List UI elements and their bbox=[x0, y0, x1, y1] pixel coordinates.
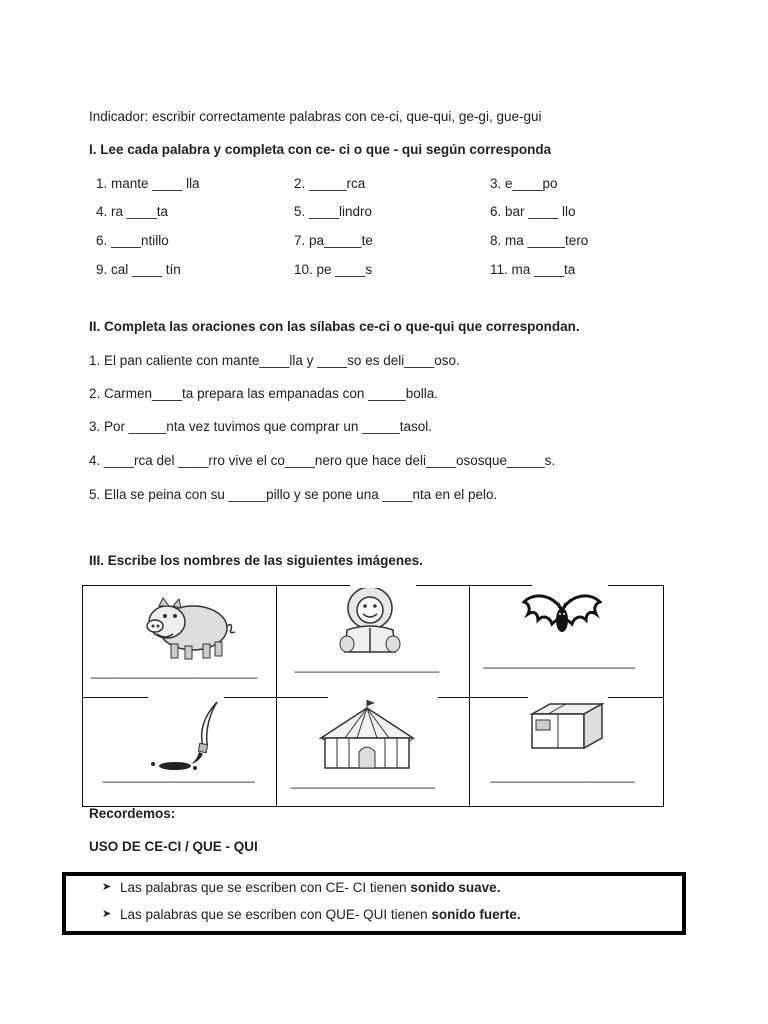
exercise-item: 4. ra ____ta bbox=[96, 204, 169, 219]
answer-blank: ____________________ bbox=[290, 774, 436, 789]
rules-box bbox=[62, 872, 686, 935]
border-gap bbox=[148, 694, 224, 700]
exercise-item: 2. _____rca bbox=[294, 176, 366, 191]
exercise-item: 6. ____ntillo bbox=[96, 233, 169, 248]
section3-title: III. Escribe los nombres de las siguientes imágenes. bbox=[89, 553, 423, 568]
section1-title: I. Lee cada palabra y completa con ce- ci o que - qui según corresponda bbox=[89, 142, 552, 157]
exercise-item: 10. pe ____s bbox=[294, 262, 373, 277]
sentence-item: 3. Por _____nta vez tuvimos que comprar un _____tasol. bbox=[89, 419, 432, 434]
reminder-subheading: USO DE CE-CI / QUE - QUI bbox=[89, 839, 258, 854]
arrow-bullet-icon: ➤ bbox=[102, 908, 112, 920]
grid-cell bbox=[83, 698, 277, 807]
grid-cell bbox=[276, 698, 470, 807]
sentence-item: 4. ____rca del ____rro vive el co____nero que hace deli____ososque_____s. bbox=[89, 453, 556, 468]
rule-item bbox=[102, 880, 501, 895]
answer-blank: ____________________ bbox=[294, 658, 440, 673]
grid-cell bbox=[276, 586, 470, 698]
exercise-item: 9. cal ____ tín bbox=[96, 262, 181, 277]
border-gap bbox=[328, 694, 438, 700]
rule-item bbox=[102, 907, 521, 922]
grid-cell bbox=[470, 698, 664, 807]
arrow-bullet-icon: ➤ bbox=[102, 881, 112, 893]
rule-text: Las palabras que se escriben con QUE- QUI tienen bbox=[120, 907, 432, 922]
reminder-heading: Recordemos: bbox=[89, 806, 176, 821]
rule-emphasis: sonido suave. bbox=[410, 880, 501, 895]
box-icon bbox=[526, 700, 606, 752]
exercise-item: 6. bar ____ llo bbox=[490, 204, 576, 219]
exercise-item: 7. pa_____te bbox=[294, 233, 373, 248]
answer-blank: _______________________ bbox=[91, 664, 258, 679]
bat-icon bbox=[522, 592, 602, 642]
exercise-item: 1. mante ____ lla bbox=[96, 176, 200, 191]
answer-blank: _____________________ bbox=[483, 654, 636, 669]
circus-tent-icon bbox=[315, 698, 419, 772]
answer-blank: _____________________ bbox=[103, 768, 255, 783]
eskimo-icon bbox=[335, 586, 405, 658]
border-gap bbox=[528, 694, 608, 700]
sentence-item: 5. Ella se peina con su _____pillo y se pone una ____nta en el pelo. bbox=[89, 487, 498, 502]
exercise-item: 8. ma _____tero bbox=[490, 233, 589, 248]
border-gap bbox=[532, 582, 608, 588]
pig-icon bbox=[141, 596, 237, 662]
indicator-text: Indicador: escribir correctamente palabras con ce-ci, que-qui, ge-gi, gue-gui bbox=[89, 109, 542, 124]
rule-emphasis: sonido fuerte. bbox=[431, 907, 521, 922]
sentence-item: 2. Carmen____ta prepara las empanadas con _____bolla. bbox=[89, 386, 438, 401]
exercise-item: 5. ____lindro bbox=[294, 204, 373, 219]
grid-cell bbox=[470, 586, 664, 698]
exercise-item: 3. e____po bbox=[490, 176, 558, 191]
exercise-item: 11. ma ____ta bbox=[490, 262, 576, 277]
paintbrush-icon bbox=[145, 700, 225, 772]
section2-title: II. Completa las oraciones con las sílabas ce-ci o que-qui que correspondan. bbox=[89, 319, 580, 334]
grid-cell bbox=[83, 586, 277, 698]
sentence-item: 1. El pan caliente con mante____lla y ____so es deli____oso. bbox=[89, 353, 460, 368]
border-gap bbox=[350, 582, 416, 588]
rule-text: Las palabras que se escriben con CE- CI tienen bbox=[120, 880, 411, 895]
answer-blank: ____________________ bbox=[490, 768, 635, 783]
